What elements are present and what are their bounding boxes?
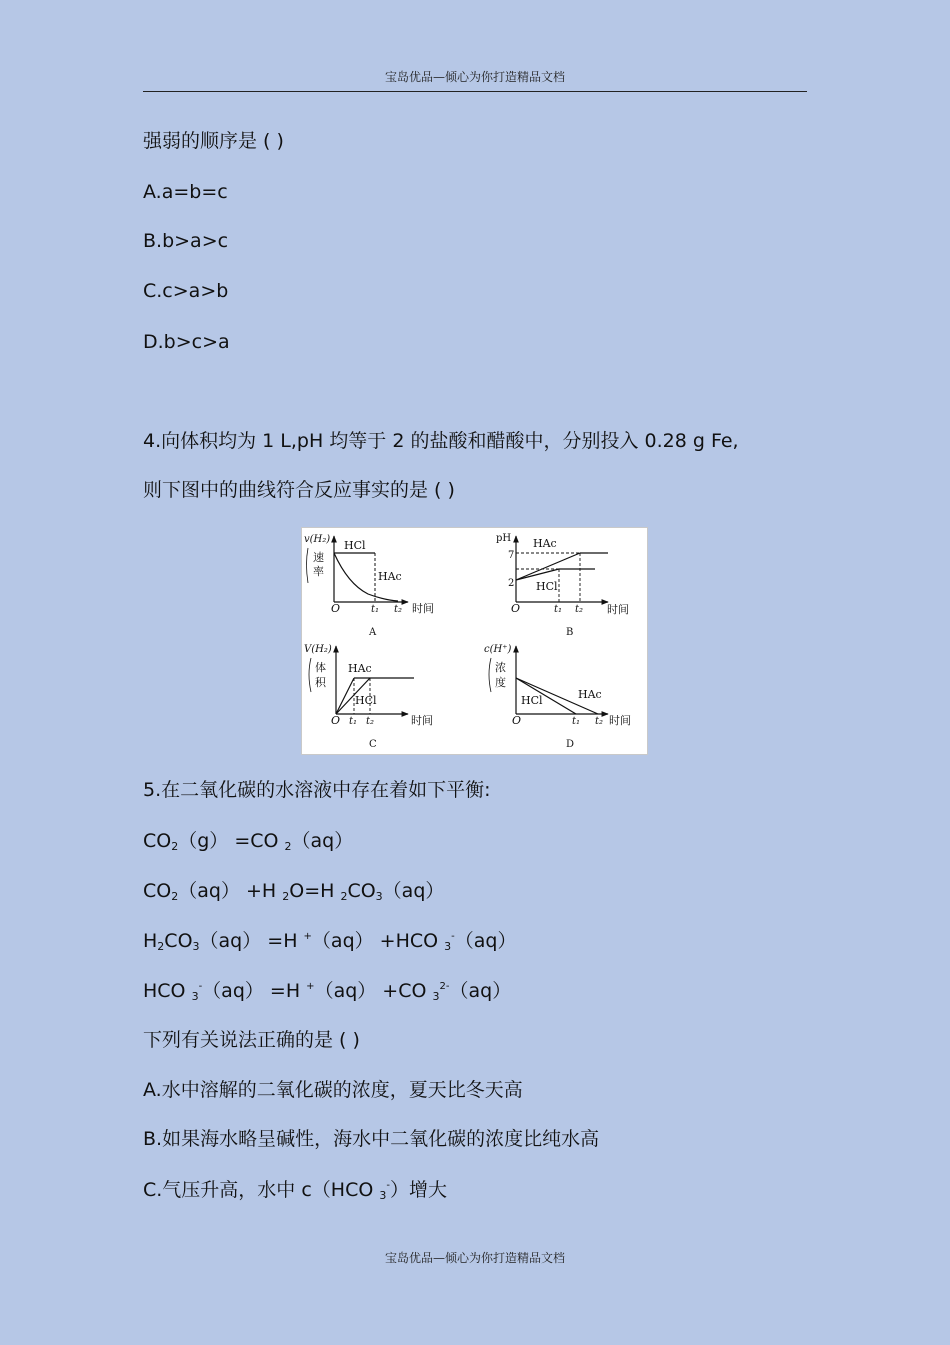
eq3-part-e: （aq） (454, 930, 517, 952)
q5-option-c-part-a: C.气压升高，水中 c（HCO (143, 1179, 380, 1201)
graph-a-curve2-label: HAc (378, 570, 402, 583)
eq4-sub-c: 3 (432, 990, 440, 1003)
eq2-sub-c: 2 (340, 890, 348, 903)
q4-figure (301, 527, 648, 755)
eq1-part-b: （g） =CO (178, 830, 285, 852)
eq3-sub-d: 3 (444, 940, 452, 953)
graph-a-origin: O (331, 602, 341, 615)
eq1-sub-a: 2 (171, 840, 179, 853)
graph-a-ychar2: 率 (313, 565, 324, 578)
graph-b (496, 533, 629, 638)
graph-d-t1: t₁ (572, 716, 581, 727)
graph-c-ychar1: 体 (315, 661, 326, 674)
graph-c-ylabel: V(H₂) (304, 644, 332, 655)
q4-graphs (302, 528, 647, 754)
eq4-part-b: （aq） =H (202, 980, 307, 1002)
eq3-part-c: （aq） =H (199, 930, 304, 952)
page-footer: 宝岛优品—倾心为你打造精品文档 (384, 1251, 565, 1265)
q3-stem: 强弱的顺序是 ( ) (143, 130, 284, 152)
eq4-part-c: （aq） +CO (314, 980, 433, 1002)
graph-d-curve1-label: HCl (521, 694, 543, 707)
eq3-part-a: H (143, 930, 158, 952)
eq3-sup-d: - (451, 931, 455, 942)
graph-c-xlabel: 时间 (411, 714, 433, 727)
graph-d-ylabel: c(H⁺) (484, 644, 512, 655)
eq4-sub-a: 3 (191, 990, 199, 1003)
eq1-sub-b: 2 (284, 840, 292, 853)
eq4-sup-a: - (198, 981, 203, 992)
q5-option-c-sub: 3 (379, 1189, 387, 1202)
graph-c-curve1-label: HAc (348, 662, 372, 675)
graph-d (484, 644, 631, 750)
eq4-part-a: HCO (143, 980, 192, 1002)
q5-intro: 5.在二氧化碳的水溶液中存在着如下平衡: (143, 779, 491, 801)
q3-option-d: D.b>c>a (143, 331, 230, 353)
graph-d-origin: O (512, 714, 522, 727)
eq3-sub-b: 3 (192, 940, 200, 953)
eq2-sub-a: 2 (171, 890, 179, 903)
q3-option-b: B.b>a>c (143, 230, 229, 252)
graph-b-curve2-label: HCl (536, 580, 558, 593)
eq2-sub-b: 2 (282, 890, 290, 903)
graph-b-ytick-2: 2 (508, 578, 515, 589)
q4-stem-line1: 4.向体积均为 1 L,pH 均等于 2 的盐酸和醋酸中，分别投入 0.28 g Fe, (143, 430, 739, 452)
q5-equation-2 (143, 879, 444, 906)
graph-c-origin: O (331, 714, 341, 727)
eq3-part-b: CO (164, 930, 193, 952)
graph-d-panel-label: D (566, 739, 575, 750)
graph-d-bracket (489, 658, 491, 692)
graph-b-hac-line (516, 553, 580, 580)
eq2-part-d: CO (347, 880, 376, 902)
q5-option-c-part-b: ）增大 (389, 1179, 447, 1201)
graph-d-curve2-label: HAc (578, 688, 602, 701)
graph-d-ychar2: 度 (495, 676, 506, 689)
eq2-part-c: O=H (289, 880, 341, 902)
graph-a (304, 534, 434, 638)
graph-a-panel-label: A (369, 627, 377, 638)
graph-a-t1: t₁ (371, 604, 380, 615)
q5-question: 下列有关说法正确的是 ( ) (143, 1029, 360, 1051)
graph-c-hac-rise (336, 678, 354, 714)
graph-b-ylabel: pH (496, 533, 512, 544)
eq2-part-b: （aq） +H (178, 880, 283, 902)
eq4-sup-c: 2- (439, 981, 450, 992)
graph-a-t2: t₂ (394, 604, 403, 615)
q5-option-b: B.如果海水略呈碱性，海水中二氧化碳的浓度比纯水高 (143, 1128, 600, 1150)
eq3-sup-c: + (303, 931, 312, 942)
graph-b-t1: t₁ (554, 604, 563, 615)
eq1-part-c: （aq） (291, 830, 354, 852)
header-divider (143, 91, 807, 92)
graph-b-t2: t₂ (575, 604, 584, 615)
graph-a-xlabel: 时间 (412, 602, 434, 615)
q5-equation-3 (143, 929, 516, 957)
graph-d-t2: t₂ (595, 716, 604, 727)
eq1-part-a: CO (143, 830, 172, 852)
graph-c-panel-label: C (369, 739, 377, 750)
q5-equation-4 (143, 979, 511, 1007)
graph-b-panel-label: B (566, 627, 574, 638)
graph-c (304, 644, 433, 750)
q5-option-c-sup: - (386, 1180, 390, 1191)
q5-equation-1 (143, 829, 353, 856)
eq3-part-d: （aq） +HCO (311, 930, 445, 952)
graph-b-xlabel: 时间 (607, 603, 629, 616)
graph-c-bracket (309, 658, 311, 692)
eq3-sub-a: 2 (157, 940, 165, 953)
graph-b-origin: O (511, 602, 521, 615)
graph-a-ylabel: v(H₂) (304, 534, 331, 545)
graph-d-ychar1: 浓 (495, 661, 506, 674)
graph-d-xlabel: 时间 (609, 714, 631, 727)
graph-a-curve1-label: HCl (344, 539, 366, 552)
graph-c-ychar2: 积 (315, 676, 326, 689)
q4-stem-line2: 则下图中的曲线符合反应事实的是 ( ) (143, 479, 455, 501)
q5-option-a: A.水中溶解的二氧化碳的浓度，夏天比冬天高 (143, 1079, 523, 1101)
graph-a-ychar1: 速 (313, 551, 324, 564)
eq2-part-a: CO (143, 880, 172, 902)
graph-b-curve1-label: HAc (533, 537, 557, 550)
q3-option-a: A.a=b=c (143, 181, 228, 203)
q3-option-c: C.c>a>b (143, 280, 229, 302)
page-header: 宝岛优品—倾心为你打造精品文档 (384, 70, 565, 84)
eq4-sup-b: + (306, 981, 315, 992)
graph-c-t2: t₂ (366, 716, 375, 727)
eq4-part-d: （aq） (449, 980, 512, 1002)
graph-a-bracket (307, 548, 309, 583)
graph-c-t1: t₁ (349, 716, 358, 727)
graph-b-ytick-7: 7 (508, 550, 515, 561)
eq2-sub-d: 3 (375, 890, 383, 903)
graph-c-curve2-label: HCl (355, 694, 377, 707)
eq2-part-e: （aq） (382, 880, 445, 902)
q5-option-c (143, 1178, 447, 1206)
